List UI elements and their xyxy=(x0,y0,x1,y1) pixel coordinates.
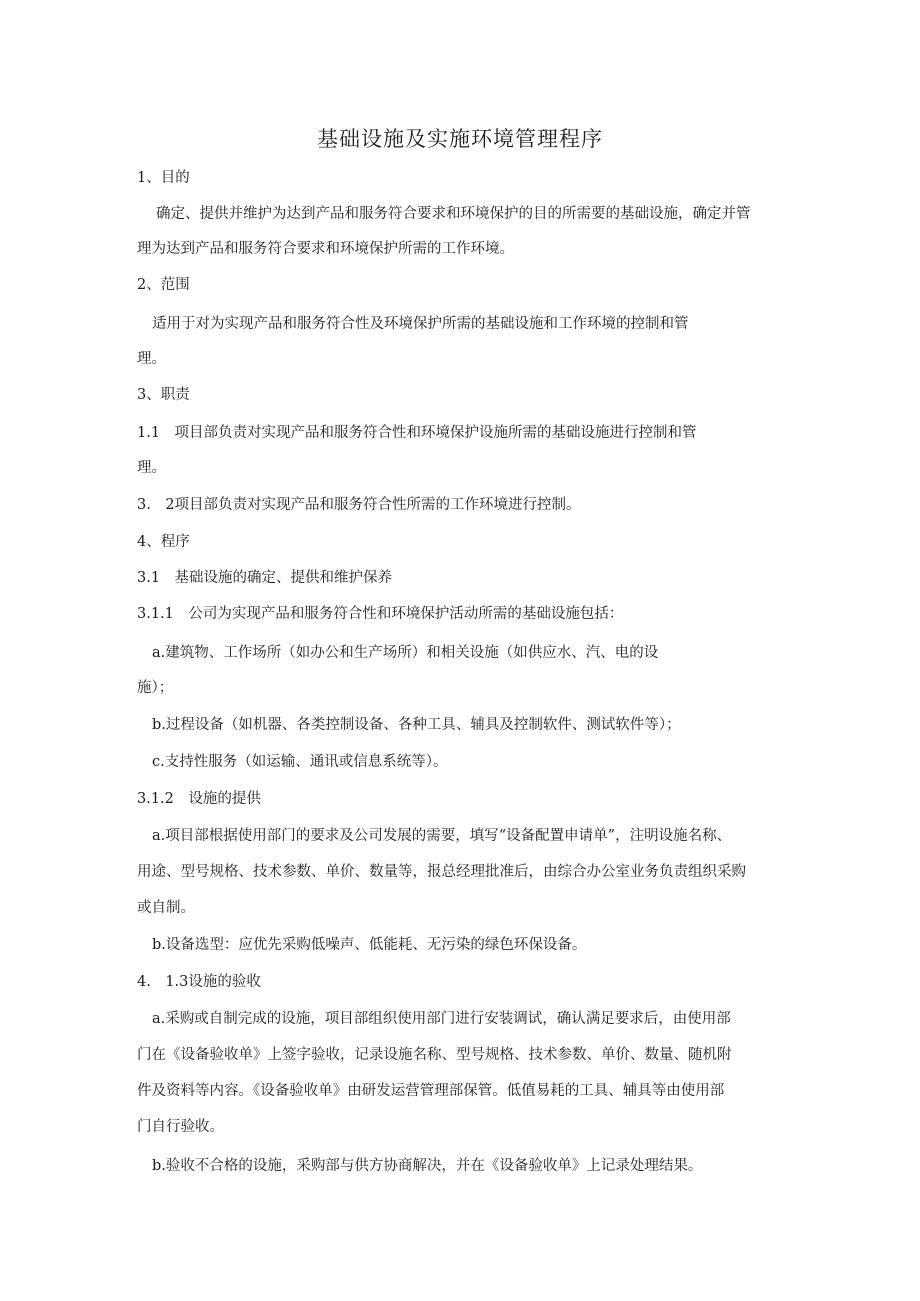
section-heading-procedure: 4、程序 xyxy=(137,534,190,550)
section-heading-purpose: 1、目的 xyxy=(137,170,190,186)
item-a-line-1: a.建筑物、工作场所（如办公和生产场所）和相关设施（如供应水、汽、电的设 xyxy=(152,645,659,661)
responsibility-1-1-line-2: 理。 xyxy=(137,460,166,476)
scope-paragraph-line-2: 理。 xyxy=(137,351,166,367)
acceptance-item-a-line-1: a.采购或自制完成的设施，项目部组织使用部门进行安装调试，确认满足要求后，由使用部 xyxy=(152,1011,731,1027)
purpose-paragraph-line-1: 确定、提供并维护为达到产品和服务符合要求和环境保护的目的所需要的基础设施，确定并管 xyxy=(156,206,751,222)
scope-paragraph-line-1: 适用于对为实现产品和服务符合性及环境保护所需的基础设施和工作环境的控制和管 xyxy=(152,316,689,332)
acceptance-item-b: b.验收不合格的设施，采购部与供方协商解决，并在《设备验收单》上记录处理结果。 xyxy=(152,1158,703,1174)
responsibility-1-1-line-1: 1.1 项目部负责对实现产品和服务符合性和环境保护设施所需的基础设施进行控制和管 xyxy=(137,425,697,441)
item-b: b.过程设备（如机器、各类控制设备、各种工具、辅具及控制软件、测试软件等）； xyxy=(152,717,681,733)
provision-item-a-line-1: a.项目部根据使用部门的要求及公司发展的需要，填写“设备配置申请单”，注明设施名称、 xyxy=(152,828,732,844)
section-heading-responsibilities: 3、职责 xyxy=(137,387,190,403)
subsection-3-1-1: 3.1.1 公司为实现产品和服务符合性和环境保护活动所需的基础设施包括： xyxy=(137,606,624,622)
item-c: c.支持性服务（如运输、通讯或信息系统等）。 xyxy=(152,754,448,770)
provision-item-a-line-2: 用途、型号规格、技术参数、单价、数量等，报总经理批准后，由综合办公室业务负责组织采购 xyxy=(137,864,746,880)
responsibility-3-2: 3. 2项目部负责对实现产品和服务符合性所需的工作环境进行控制。 xyxy=(137,497,581,513)
item-a-line-2: 施）； xyxy=(137,680,174,696)
purpose-paragraph-line-2: 理为达到产品和服务符合要求和环境保护所需的工作环境。 xyxy=(137,241,514,257)
subsection-4-1-3: 4. 1.3设施的验收 xyxy=(137,974,261,990)
acceptance-item-a-line-2: 门在《设备验收单》上签字验收，记录设施名称、型号规格、技术参数、单价、数量、随机附 xyxy=(137,1047,732,1063)
document-title: 基础设施及实施环境管理程序 xyxy=(317,127,603,151)
provision-item-b: b.设备选型：应优先采购低噪声、低能耗、无污染的绿色环保设备。 xyxy=(152,937,587,953)
provision-item-a-line-3: 或自制。 xyxy=(137,900,195,916)
acceptance-item-a-line-4: 门自行验收。 xyxy=(137,1119,224,1135)
subsection-3-1: 3.1 基础设施的确定、提供和维护保养 xyxy=(137,570,393,586)
acceptance-item-a-line-3: 件及资料等内容。《设备验收单》由研发运营管理部保管。低值易耗的工具、辅具等由使用部 xyxy=(137,1083,725,1099)
subsection-3-1-2: 3.1.2 设施的提供 xyxy=(137,791,261,807)
section-heading-scope: 2、范围 xyxy=(137,277,190,293)
